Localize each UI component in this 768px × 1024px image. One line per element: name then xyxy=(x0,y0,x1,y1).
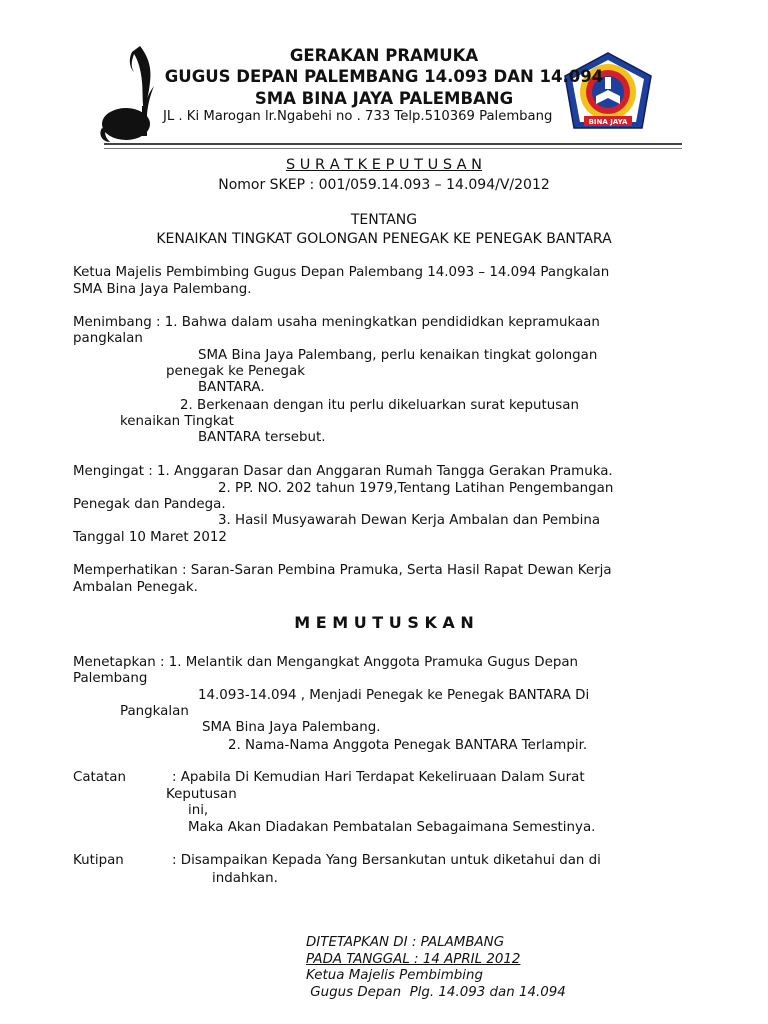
menetapkan-line-1: Menetapkan : 1. Melantik dan Mengangkat Anggota Pramuka Gugus Depan xyxy=(73,655,579,670)
gugus-depan-name: GUGUS DEPAN PALEMBANG 14.093 DAN 14.094 xyxy=(164,67,604,86)
mengingat-line-2: 2. PP. NO. 202 tahun 1979,Tentang Latihan Pengembangan xyxy=(218,481,614,496)
school-name: SMA BINA JAYA PALEMBANG xyxy=(254,89,514,108)
menimbang-line-3: SMA Bina Jaya Palembang, perlu kenaikan tingkat golongan xyxy=(198,348,598,363)
catatan-label: Catatan xyxy=(73,770,126,785)
menetapkan-line-2: Palembang xyxy=(73,671,148,686)
catatan-line-2: Keputusan xyxy=(166,787,237,802)
header-divider-thin xyxy=(104,148,682,149)
menimbang-line-8: BANTARA tersebut. xyxy=(198,430,326,445)
mengingat-line-4: 3. Hasil Musyawarah Dewan Kerja Ambalan dan Pembina xyxy=(218,513,601,528)
intro-line-1: Ketua Majelis Pembimbing Gugus Depan Palembang 14.093 – 14.094 Pangkalan xyxy=(73,265,610,280)
menimbang-line-5: BANTARA. xyxy=(198,380,265,395)
menimbang-line-4: penegak ke Penegak xyxy=(166,364,305,379)
catatan-line-3: ini, xyxy=(188,803,209,818)
menimbang-line-1: Menimbang : 1. Bahwa dalam usaha meningkatkan pendididkan kepramukaan xyxy=(73,315,600,330)
decision-heading: M E M U T U S K A N xyxy=(294,613,474,632)
signature-place: DITETAPKAN DI : PALAMBANG xyxy=(306,935,505,950)
mengingat-line-5: Tanggal 10 Maret 2012 xyxy=(73,530,227,545)
mengingat-line-1: Mengingat : 1. Anggaran Dasar dan Anggaran Rumah Tangga Gerakan Pramuka. xyxy=(73,464,613,479)
menimbang-line-2: pangkalan xyxy=(73,331,143,346)
memperhatikan-line-2: Ambalan Penegak. xyxy=(73,580,198,595)
document-subject: KENAIKAN TINGKAT GOLONGAN PENEGAK KE PENEGAK BANTARA xyxy=(156,231,612,247)
kutipan-line-1: : Disampaikan Kepada Yang Bersankutan untuk diketahui dan di xyxy=(172,853,601,868)
kutipan-line-2: indahkan. xyxy=(212,871,278,886)
menetapkan-line-5: SMA Bina Jaya Palembang. xyxy=(202,720,381,735)
catatan-line-4: Maka Akan Diadakan Pembatalan Sebagaimana Semestinya. xyxy=(188,820,596,835)
document-number: Nomor SKEP : 001/059.14.093 – 14.094/V/2012 xyxy=(218,177,550,193)
signature-title: Ketua Majelis Pembimbing xyxy=(306,968,483,983)
kutipan-label: Kutipan xyxy=(73,853,124,868)
intro-line-2: SMA Bina Jaya Palembang. xyxy=(73,282,252,297)
emblem-text: BINA JAYA xyxy=(588,118,628,126)
menimbang-line-7: kenaikan Tingkat xyxy=(120,414,234,429)
header-divider xyxy=(104,143,682,145)
memperhatikan-line-1: Memperhatikan : Saran-Saran Pembina Pramuka, Serta Hasil Rapat Dewan Kerja xyxy=(73,563,612,578)
menetapkan-line-4: Pangkalan xyxy=(120,704,189,719)
signature-unit: Gugus Depan Plg. 14.093 dan 14.094 xyxy=(306,985,566,1000)
address: JL . Ki Marogan lr.Ngabehi no . 733 Telp.510369 Palembang xyxy=(163,109,553,124)
document-title: S U R A T K E P U T U S A N xyxy=(285,157,483,173)
menetapkan-line-6: 2. Nama-Nama Anggota Penegak BANTARA Terlampir. xyxy=(228,738,588,753)
catatan-line-1: : Apabila Di Kemudian Hari Terdapat Kekeliruaan Dalam Surat xyxy=(172,770,585,785)
mengingat-line-3: Penegak dan Pandega. xyxy=(73,497,226,512)
signature-date: PADA TANGGAL : 14 APRIL 2012 xyxy=(306,952,521,967)
menimbang-line-6: 2. Berkenaan dengan itu perlu dikeluarkan surat keputusan xyxy=(180,398,579,413)
menetapkan-line-3: 14.093-14.094 , Menjadi Penegak ke Penegak BANTARA Di xyxy=(198,688,590,703)
org-name: GERAKAN PRAMUKA xyxy=(289,46,479,65)
about-label: TENTANG xyxy=(350,212,418,228)
